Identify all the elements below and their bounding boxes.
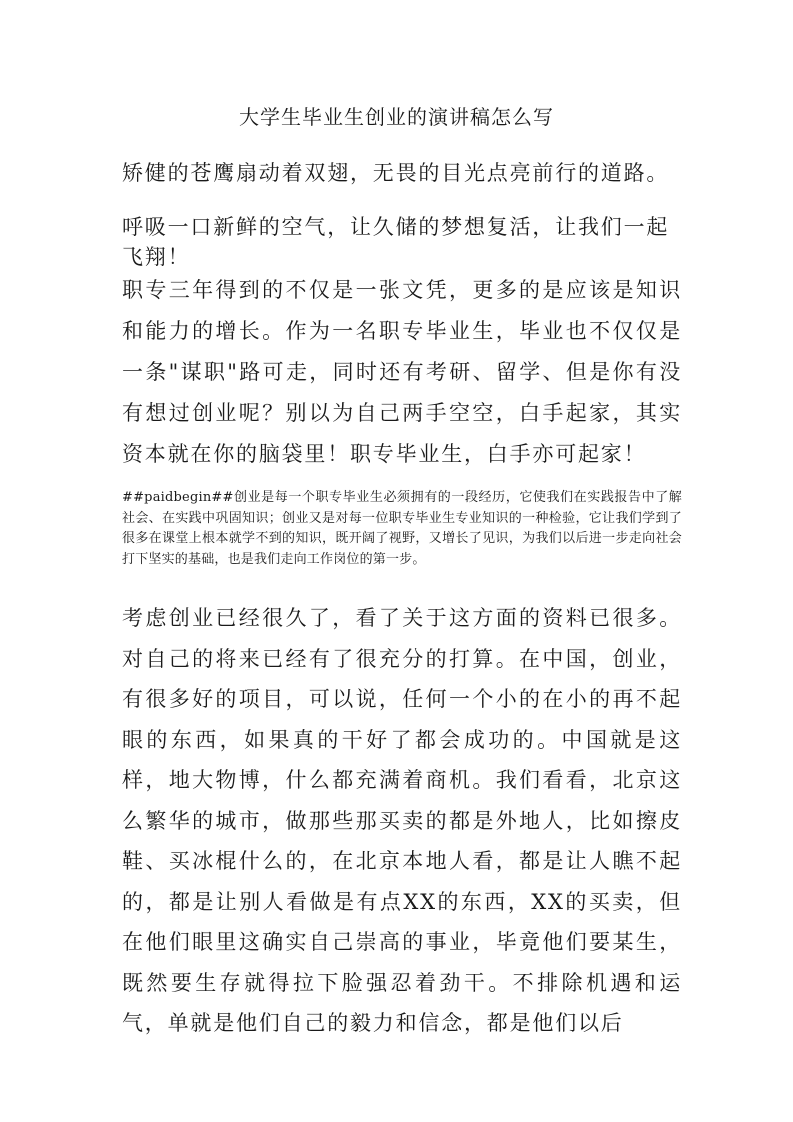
paragraph-startup-experience: ##paidbegin##创业是每一个职专毕业生必须拥有的一段经历，它使我们在实践报告中了解社会、在实践中巩固知识；创业又是对每一位职专毕业生专业知识的一种检验，它让我们学到了很多在课堂上根本就学不到的知识，既开阔了视野，又增长了见识，为我们以后进一步走向社会打下坚实的基础，也是我们走向工作岗位的第一步。	[122, 490, 682, 567]
document-title: 大学生毕业生创业的演讲稿怎么写	[239, 105, 554, 129]
paragraph-startup-thoughts: 考虑创业已经很久了，看了关于这方面的资料已很多。对自己的将来已经有了很充分的打算。在中国，创业，有很多好的项目，可以说，任何一个小的在小的再不起眼的东西，如果真的干好了都会成功的。中国就是这样，地大物博，什么都充满着商机。我们看看，北京这么繁华的城市，做那些那买卖的都是外地人，比如擦皮鞋、买冰棍什么的，在北京本地人看，都是让人瞧不起的，都是让别人看做是有点XX的东西，XX的买卖，但在他们眼里这确实自己崇高的事业，毕竟他们要某生，既然要生存就得拉下脸强忍着劲干。不排除机遇和运气，单就是他们自己的毅力和信念，都是他们以后	[122, 606, 682, 1035]
paragraph-fly: 呼吸一口新鲜的空气，让久储的梦想复活，让我们一起飞翔！	[122, 215, 670, 269]
paragraph-eagle: 矫健的苍鹰扇动着双翅，无畏的目光点亮前行的道路。	[122, 161, 670, 185]
paragraph-vocational-graduate: 职专三年得到的不仅是一张文凭，更多的是应该是知识和能力的增长。作为一名职专毕业生，毕业也不仅仅是一条"谋职"路可走，同时还有考研、留学、但是你有没有想过创业呢？别以为自己两手空空，白手起家，其实资本就在你的脑袋里！职专毕业生，白手亦可起家！	[122, 278, 682, 466]
